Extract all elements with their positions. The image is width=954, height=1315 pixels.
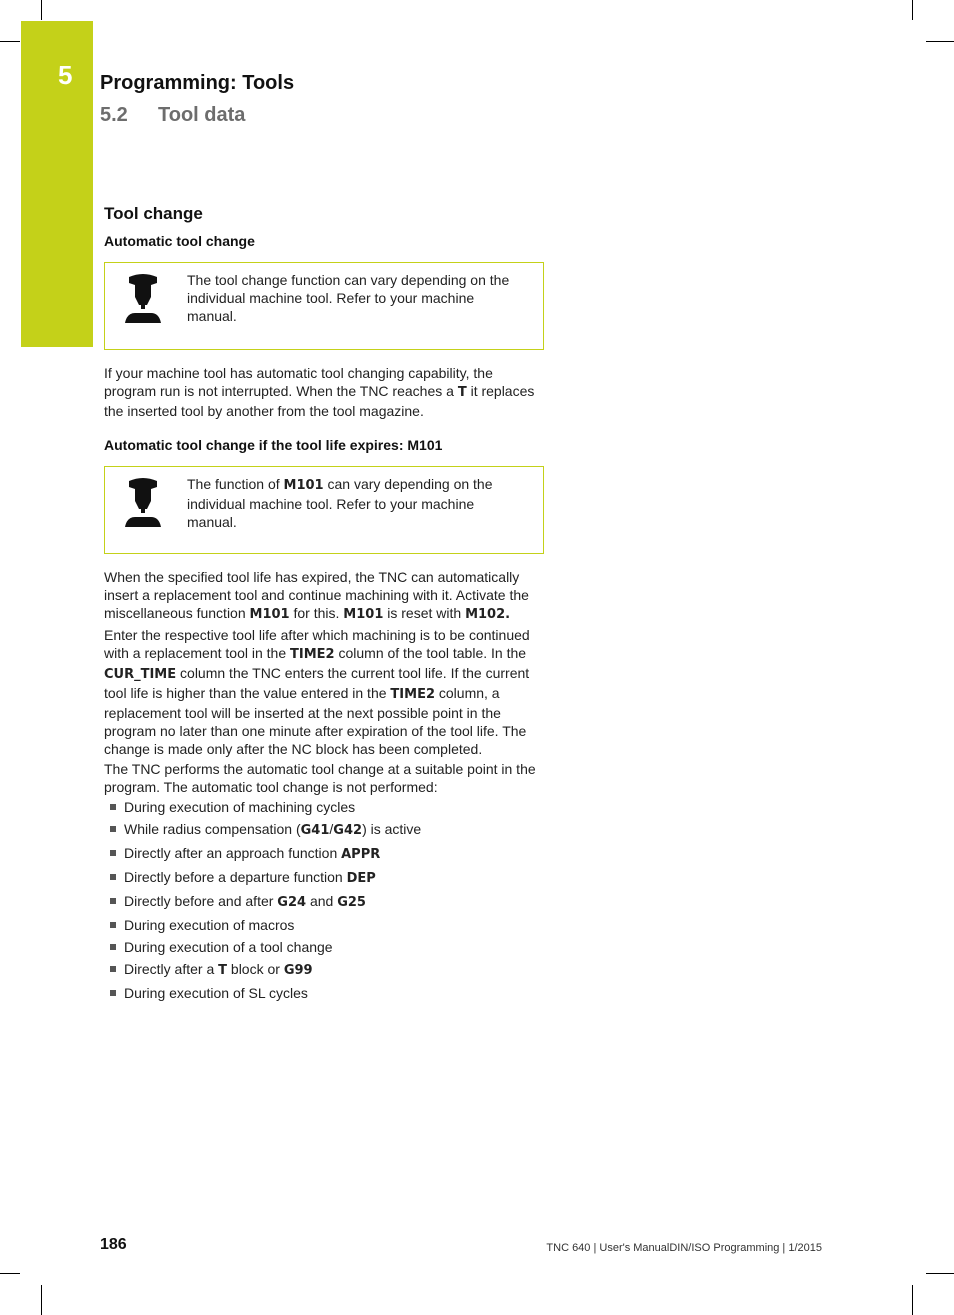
subheading-m101: Automatic tool change if the tool life expires: M101 [104, 437, 443, 453]
crop-mark [912, 0, 913, 20]
text: block or [227, 961, 284, 977]
code: M101 [249, 607, 290, 622]
note-text [187, 475, 527, 531]
machine-note-box [104, 466, 544, 554]
list-item: During execution of machining cycles [104, 798, 544, 816]
code: M102. [465, 607, 511, 622]
machine-tool-icon [123, 273, 163, 327]
chapter-title: Programming: Tools [100, 72, 295, 94]
text: ) is active [362, 821, 422, 837]
text: Directly before and after [124, 893, 278, 909]
crop-mark [0, 41, 20, 42]
code: G41 [300, 823, 330, 838]
crop-mark [926, 41, 954, 42]
main-content [104, 205, 544, 1006]
code: T [218, 963, 228, 978]
section-number: 5.2 [100, 104, 128, 126]
text: is reset with [383, 605, 466, 621]
code: CUR_TIME [104, 667, 177, 682]
code: TIME2 [390, 687, 435, 702]
text: column the TNC enters the current tool life. If the current tool life is higher than the value entered in the [104, 665, 530, 701]
section-title [100, 104, 245, 127]
machine-tool-icon [123, 477, 163, 531]
paragraph [104, 568, 544, 624]
note-text: The tool change function can vary depending on the individual machine tool. Refer to your machine manual. [187, 272, 510, 324]
text: If your machine tool has automatic tool changing capability, the program run is not interrupted. When the TNC reaches a [104, 365, 493, 399]
text: can vary depending on the individual machine tool. Refer to your machine manual. [187, 476, 493, 530]
list-item [104, 960, 544, 980]
code: M101 [343, 607, 384, 622]
subheading-automatic-tool-change: Automatic tool change [104, 233, 255, 249]
crop-mark [41, 1285, 42, 1315]
crop-mark [0, 1273, 20, 1274]
list-item: During execution of macros [104, 916, 544, 934]
code: G42 [333, 823, 363, 838]
machine-note-box [104, 262, 544, 350]
text: Directly before a departure function [124, 869, 347, 885]
text: Enter the respective tool life after which machining is to be continued with a replacement tool in the [104, 627, 530, 661]
code: TIME2 [290, 647, 335, 662]
code: M101 [283, 478, 324, 493]
code: APPR [341, 847, 381, 862]
code: G25 [337, 895, 366, 910]
heading-tool-change: Tool change [104, 204, 203, 223]
list-item [104, 844, 544, 864]
text: When the specified tool life has expired, the TNC can automatically insert a replacement tool and continue machining with it. Activate the miscellaneous function [104, 569, 529, 621]
chapter-tab [21, 21, 93, 347]
section-title-text: Tool data [158, 104, 246, 126]
text: column of the tool table. In the [334, 645, 527, 661]
text: and [306, 893, 338, 909]
text: it replaces the inserted tool by another from the tool magazine. [104, 383, 535, 419]
bullet-list [104, 798, 544, 1002]
list-item: During execution of SL cycles [104, 984, 544, 1002]
text: Directly after a [124, 961, 219, 977]
text: The function of [187, 476, 284, 492]
crop-mark [912, 1285, 913, 1315]
list-item: During execution of a tool change [104, 938, 544, 956]
code: G99 [283, 963, 313, 978]
list-item [104, 820, 544, 840]
text: / [329, 821, 334, 837]
text: Directly after an approach function [124, 845, 342, 861]
paragraph: The TNC performs the automatic tool change at a suitable point in the program. The automatic tool change is not performed: [104, 761, 536, 795]
text: column, a replacement tool will be inserted at the next possible point in the program no later than one minute after expiration of the tool life. The change is made only after the NC block has been completed. [104, 685, 527, 757]
footer-doc-info: TNC 640 | User's ManualDIN/ISO Programming | 1/2015 [546, 1242, 822, 1254]
text: While radius compensation ( [124, 821, 301, 837]
page-number: 186 [100, 1236, 127, 1253]
paragraph [104, 364, 544, 420]
code: G24 [277, 895, 307, 910]
code: DEP [346, 871, 376, 886]
list-item [104, 892, 544, 912]
crop-mark [926, 1273, 954, 1274]
crop-mark [41, 0, 42, 20]
list-item [104, 868, 544, 888]
code: T [457, 385, 467, 400]
paragraph [104, 626, 544, 758]
text: for this. [289, 605, 344, 621]
chapter-number: 5 [58, 60, 73, 90]
